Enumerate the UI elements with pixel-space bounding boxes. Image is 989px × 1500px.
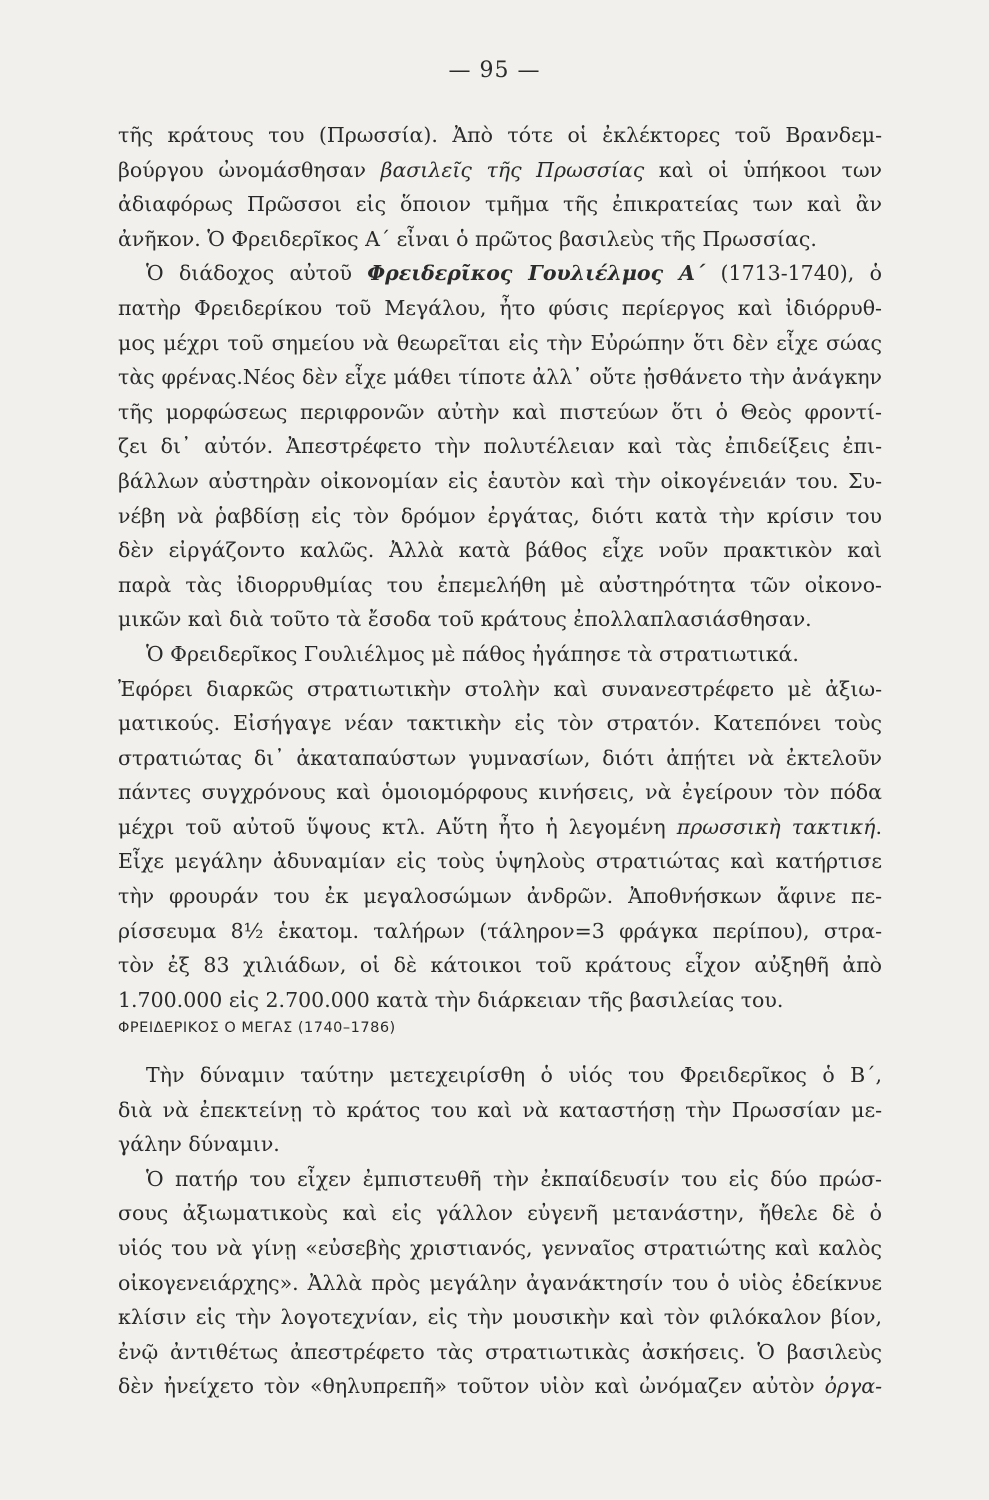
italic-emphasis: ὀργα- <box>824 1374 882 1399</box>
text-line: Τὴν δύναμιν ταύτην μετεχειρίσθη ὁ υἱός του Φρειδερῖκος ὁ Β΄, <box>146 1063 882 1087</box>
text-line: δὲν ἠνείχετο τὸν «θηλυπρεπῆ» τοῦτον υἱὸν καὶ ὠνόμαζεν αὐτὸν ὀργα- <box>118 1374 882 1399</box>
text-line: Ἐφόρει διαρκῶς στρατιωτικὴν στολὴν καὶ συνανεστρέφετο μὲ ἀξιω- <box>118 676 882 701</box>
text-line: πατὴρ Φρειδερίκου τοῦ Μεγάλου, ἦτο φύσις περίεργος καὶ ἰδιόρρυθ- <box>118 295 882 320</box>
text-line: υἱός του νὰ γίνῃ «εὐσεβὴς χριστιανός, γενναῖος στρατιώτης καὶ καλὸς <box>118 1235 882 1260</box>
italic-emphasis: Φρειδερῖκος Γουλιέλμος Α΄ <box>367 261 706 286</box>
text-line: διὰ νὰ ἐπεκτείνῃ τὸ κράτος του καὶ νὰ καταστήσῃ τὴν Πρωσσίαν με- <box>118 1097 882 1122</box>
text-line: ἀνῆκον. Ὁ Φρειδερῖκος Α΄ εἶναι ὁ πρῶτος βασιλεὺς τῆς Πρωσσίας. <box>118 226 817 251</box>
text-line: γάλην δύναμιν. <box>118 1132 280 1157</box>
section-heading: ΦΡΕΙΔΕΡΙΚΟΣ Ο ΜΕΓΑΣ (1740–1786) <box>118 1020 396 1036</box>
text-line: βάλλων αὐστηρὰν οἰκονομίαν εἰς ἑαυτὸν καὶ τὴν οἰκογένειάν του. Συ- <box>118 468 882 493</box>
text-line: Εἶχε μεγάλην ἀδυναμίαν εἰς τοὺς ὑψηλοὺς στρατιώτας καὶ κατήρτισε <box>118 849 882 874</box>
text-line: ἀδιαφόρως Πρῶσσοι εἰς ὅποιον τμῆμα τῆς ἐπικρατείας των καὶ ἂν <box>118 192 882 217</box>
text-line: στρατιώτας δι᾽ ἀκαταπαύστων γυμνασίων, διότι ἀπῄτει νὰ ἐκτελοῦν <box>118 745 882 770</box>
page-number: — 95 — <box>448 58 541 83</box>
text-line: τῆς μορφώσεως περιφρονῶν αὐτὴν καὶ πιστεύων ὅτι ὁ Θεὸς φροντί- <box>118 399 882 424</box>
text-line: οἰκογενειάρχης». Ἀλλὰ πρὸς μεγάλην ἀγανάκτησίν του ὁ υἱὸς ἐδείκνυε <box>118 1270 882 1295</box>
italic-emphasis: πρωσσικὴ τακτική <box>676 814 876 839</box>
text-line: δὲν εἰργάζοντο καλῶς. Ἀλλὰ κατὰ βάθος εἶχε νοῦν πρακτικὸν καὶ <box>118 538 882 563</box>
italic-emphasis: βασιλεῖς τῆς Πρωσσίας <box>380 157 645 182</box>
text-line: νέβη νὰ ῥαβδίσῃ εἰς τὸν δρόμον ἐργάτας, διότι κατὰ τὴν κρίσιν του <box>118 503 882 528</box>
text-line: μος μέχρι τοῦ σημείου νὰ θεωρεῖται εἰς τὴν Εὐρώπην ὅτι δὲν εἶχε σώας <box>118 330 882 355</box>
text-line: παρὰ τὰς ἰδιορρυθμίας του ἐπεμελήθη μὲ αὐστηρότητα τῶν οἰκονο- <box>118 572 882 597</box>
body-text-top <box>118 118 882 1017</box>
text-line: κλίσιν εἰς τὴν λογοτεχνίαν, εἰς τὴν μουσικὴν καὶ τὸν φιλόκαλον βίον, <box>118 1305 882 1330</box>
text-line: τὸν ἐξ 83 χιλιάδων, οἱ δὲ κάτοικοι τοῦ κράτους εἶχον αὐξηθῆ ἀπὸ <box>118 953 882 978</box>
text-line: τῆς κράτους του (Πρωσσία). Ἀπὸ τότε οἱ ἐκλέκτορες τοῦ Βρανδεμ- <box>118 123 882 147</box>
text-line: Ὁ διάδοχος αὐτοῦ Φρειδερῖκος Γουλιέλμος Α΄ (1713-1740), ὁ <box>146 261 882 286</box>
text-line: τὰς φρένας.Νέος δὲν εἶχε μάθει τίποτε ἀλλ᾽ οὔτε ᾐσθάνετο τὴν ἀνάγκην <box>118 365 882 390</box>
text-line: ζει δι᾽ αὐτόν. Ἀπεστρέφετο τὴν πολυτέλειαν καὶ τὰς ἐπιδείξεις ἐπι- <box>118 434 882 459</box>
text-line: ἐνῷ ἀντιθέτως ἀπεστρέφετο τὰς στρατιωτικὰς ἀσκήσεις. Ὁ βασιλεὺς <box>118 1339 882 1364</box>
text-line: σους ἀξιωματικοὺς καὶ εἰς γάλλον εὐγενῆ μετανάστην, ἤθελε δὲ ὁ <box>118 1201 882 1226</box>
text-line: πάντες συγχρόνους καὶ ὁμοιομόρφους κινήσεις, νὰ ἐγείρουν τὸν πόδα <box>118 780 882 805</box>
body-text-bottom <box>118 1058 882 1404</box>
text-line: ματικούς. Εἰσήγαγε νέαν τακτικὴν εἰς τὸν στρατόν. Κατεπόνει τοὺς <box>118 711 882 736</box>
text-line: ρίσσευμα 8½ ἑκατομ. ταλήρων (τάληρον=3 φράγκα περίπου), στρα- <box>118 918 882 943</box>
text-line: Ὁ πατήρ του εἶχεν ἐμπιστευθῆ τὴν ἐκπαίδευσίν του εἰς δύο πρώσ- <box>146 1166 882 1191</box>
section-heading-container <box>118 1000 882 1054</box>
text-line: 1.700.000 εἰς 2.700.000 κατὰ τὴν διάρκειαν τῆς βασιλείας του. <box>118 987 784 1012</box>
text-line: βούργου ὠνομάσθησαν βασιλεῖς τῆς Πρωσσίας καὶ οἱ ὑπήκοοι των <box>118 157 882 182</box>
text-line: μικῶν καὶ διὰ τοῦτο τὰ ἔσοδα τοῦ κράτους ἐπολλαπλασιάσθησαν. <box>118 607 812 632</box>
text-line: μέχρι τοῦ αὐτοῦ ὕψους κτλ. Αὕτη ἦτο ἡ λεγομένη πρωσσικὴ τακτική. <box>118 814 882 839</box>
text-line: τὴν φρουράν του ἐκ μεγαλοσώμων ἀνδρῶν. Ἀποθνήσκων ἄφινε πε- <box>118 884 882 909</box>
text-line: Ὁ Φρειδερῖκος Γουλιέλμος μὲ πάθος ἠγάπησε τὰ στρατιωτικά. <box>146 641 799 666</box>
